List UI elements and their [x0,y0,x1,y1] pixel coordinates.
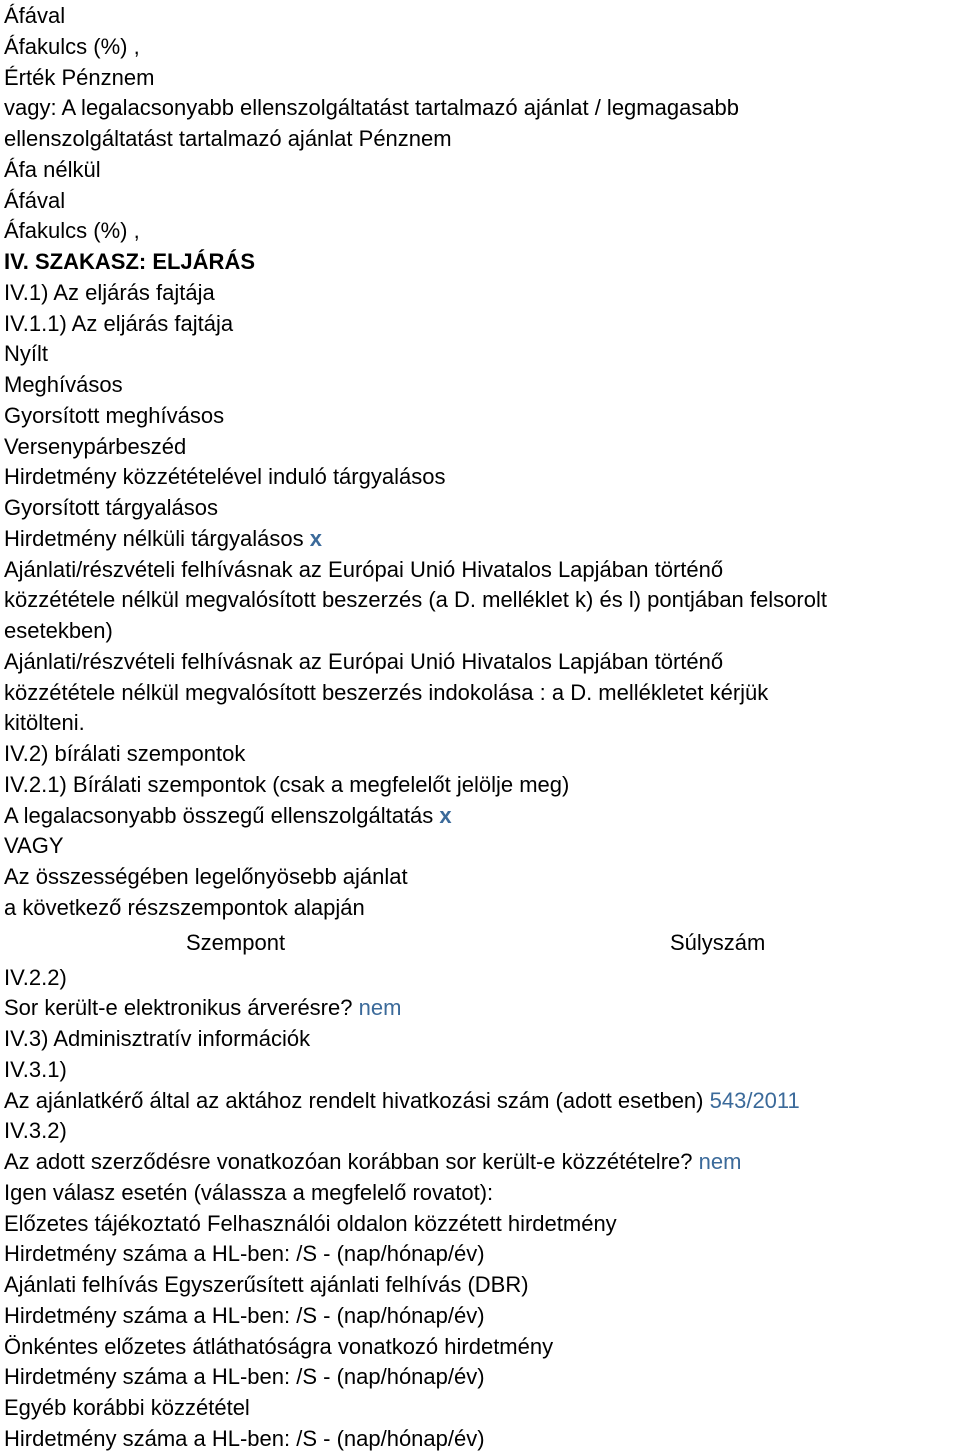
criteria-lowest-price [4,800,960,831]
vat-included-label: Áfával [4,3,66,28]
procedure-competitive-dialogue: Versenypárbeszéd [4,434,187,459]
notice-number-3: Hirdetmény száma a HL-ben: /S - (nap/hónap/év) [4,1364,485,1389]
vat-included-label-2: Áfával [4,188,66,213]
section-iv-3-1-heading: IV.3.1) [4,1057,67,1082]
lowest-highest-offer-line-2: ellenszolgáltatást tartalmazó ajánlat Pénznem [4,126,452,151]
procedure-type-subheading: IV.1.1) Az eljárás fajtája [4,311,234,336]
section-iv-3-2-heading: IV.3.2) [4,1118,67,1143]
eu-justification-line-1: Ajánlati/részvételi felhívásnak az Európai Unió Hivatalos Lapjában történő [4,649,724,674]
procedure-negotiated-without-notice-label: Hirdetmény nélküli tárgyalásos [4,526,304,551]
lowest-highest-offer-line-1: vagy: A legalacsonyabb ellenszolgáltatást tartalmazó ajánlat / legmagasabb [4,95,740,120]
reference-number-row [4,1085,960,1116]
prior-information-notice: Előzetes tájékoztató Felhasználói oldalon közzétett hirdetmény [4,1211,617,1236]
weight-column-header: Súlyszám [670,930,766,955]
notice-number-4: Hirdetmény száma a HL-ben: /S - (nap/hónap/év) [4,1426,485,1451]
selected-mark: x [309,526,322,551]
eu-justification-line-3: kitölteni. [4,710,85,735]
selected-mark: x [439,803,452,828]
notice-number-2: Hirdetmény száma a HL-ben: /S - (nap/hónap/év) [4,1303,485,1328]
criteria-most-advantageous: Az összességében legelőnyösebb ajánlat [4,864,408,889]
eu-justification-line-2: közzététele nélkül megvalósított beszerzés indokolása : a D. mellékletet kérjük [4,680,769,705]
vat-excluded-label: Áfa nélkül [4,157,101,182]
procedure-restricted: Meghívásos [4,372,123,397]
vat-rate-label: Áfakulcs (%) , [4,34,140,59]
procedure-negotiated-without-notice [4,523,960,554]
value-currency-label: Érték Pénznem [4,65,155,90]
procedure-negotiated-with-notice: Hirdetmény közzétételével induló tárgyalásos [4,464,446,489]
procedure-open: Nyílt [4,341,48,366]
vat-rate-label-2: Áfakulcs (%) , [4,218,140,243]
eu-publication-line-2: közzététele nélkül megvalósított beszerzés (a D. melléklet k) és l) pontjában felsorolt [4,587,827,612]
criterion-column-header: Szempont [186,930,286,955]
award-criteria-heading: IV.2) bírálati szempontok [4,741,246,766]
previous-publication-value: nem [698,1149,742,1174]
criteria-lowest-price-label: A legalacsonyabb összegű ellenszolgáltatás [4,803,434,828]
section-iv-2-2-heading: IV.2.2) [4,965,67,990]
section-iv-heading: IV. SZAKASZ: ELJÁRÁS [4,249,256,274]
electronic-auction-question [4,992,960,1023]
electronic-auction-label: Sor került-e elektronikus árverésre? [4,995,353,1020]
yes-answer-instruction: Igen válasz esetén (válassza a megfelelő rovatot): [4,1180,494,1205]
notice-number-1: Hirdetmény száma a HL-ben: /S - (nap/hónap/év) [4,1241,485,1266]
procedure-type-heading: IV.1) Az eljárás fajtája [4,280,215,305]
reference-number-label: Az ajánlatkérő által az aktához rendelt hivatkozási szám (adott esetben) [4,1088,704,1113]
procedure-accelerated-negotiated: Gyorsított tárgyalásos [4,495,218,520]
previous-publication-label: Az adott szerződésre vonatkozóan korábban sor került-e közzétételre? [4,1149,693,1174]
criteria-subcriteria: a következő részszempontok alapján [4,895,365,920]
award-criteria-subheading: IV.2.1) Bírálati szempontok (csak a megfelelőt jelölje meg) [4,772,570,797]
voluntary-transparency-notice: Önkéntes előzetes átláthatóságra vonatkozó hirdetmény [4,1334,554,1359]
eu-publication-line-3: esetekben) [4,618,113,643]
reference-number-value: 543/2011 [709,1088,800,1113]
other-previous-publication: Egyéb korábbi közzététel [4,1395,250,1420]
procedure-accelerated-restricted: Gyorsított meghívásos [4,403,225,428]
eu-publication-line-1: Ajánlati/részvételi felhívásnak az Európai Unió Hivatalos Lapjában történő [4,557,724,582]
or-label: VAGY [4,833,64,858]
electronic-auction-value: nem [358,995,402,1020]
previous-publication-row [4,1146,960,1177]
administrative-info-heading: IV.3) Adminisztratív információk [4,1026,311,1051]
contract-notice: Ajánlati felhívás Egyszerűsített ajánlati felhívás (DBR) [4,1272,529,1297]
